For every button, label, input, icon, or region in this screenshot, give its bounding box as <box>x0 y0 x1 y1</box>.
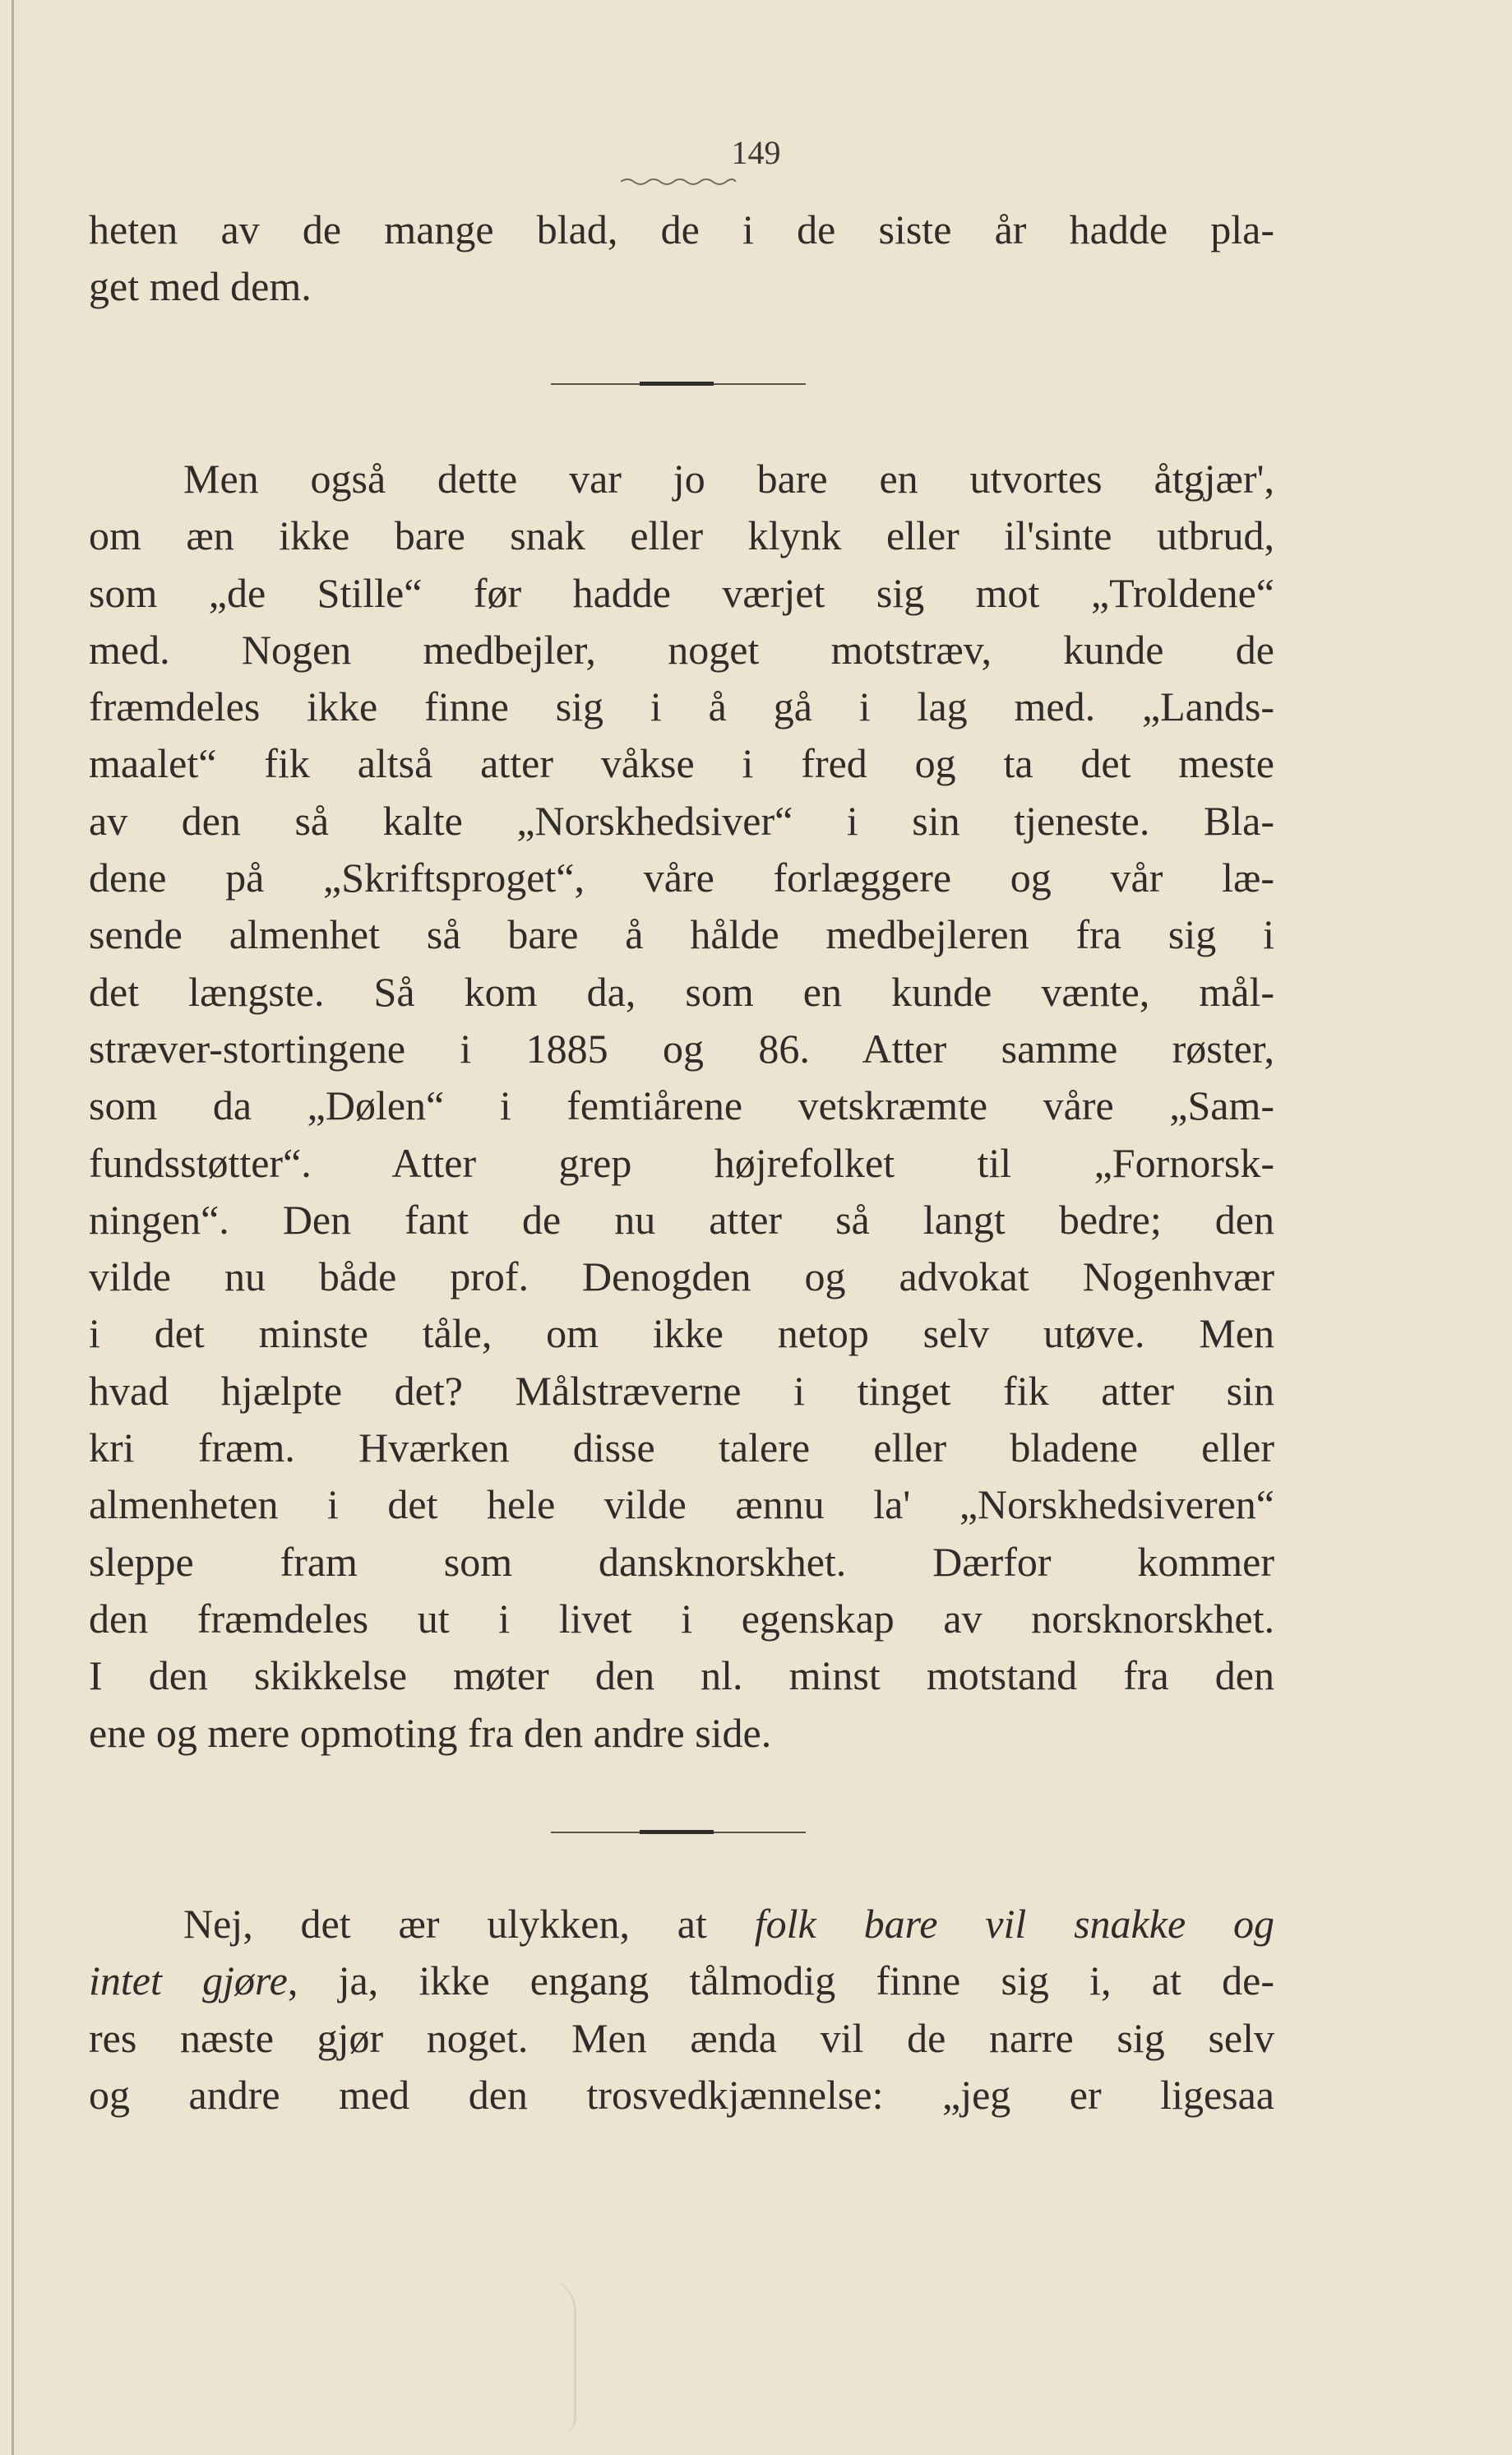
text-line: som „de Stille“ før hadde værjet sig mot „Troldene“ <box>89 569 1274 616</box>
text-line <box>89 1896 1274 1952</box>
section-divider-center <box>640 1830 714 1834</box>
text-line: den fræmdeles ut i livet i egenskap av norsknorskhet. <box>89 1595 1274 1642</box>
text-line: det længste. Så kom da, som en kunde vænte, mål- <box>89 968 1274 1015</box>
text-line: almenheten i det hele vilde ænnu la' „Norskhedsiveren“ <box>89 1481 1274 1528</box>
text-line: sleppe fram som dansknorskhet. Dærfor kommer <box>89 1538 1274 1585</box>
section-divider-center <box>640 382 714 386</box>
text-line: i det minste tåle, om ikke netop selv utøve. Men <box>89 1310 1274 1357</box>
text-line: med. Nogen medbejler, noget motstræv, kunde de <box>89 626 1274 673</box>
text-section-1 <box>89 201 1274 316</box>
text-line: sende almenhet så bare å hålde medbejleren fra sig i <box>89 911 1274 958</box>
text-line: ningen“. Den fant de nu atter så langt bedre; den <box>89 1196 1274 1243</box>
text-line: ene og mere opmoting fra den andre side. <box>89 1709 772 1756</box>
page-number: 149 <box>731 134 781 171</box>
page-edge <box>12 0 14 2455</box>
text-line: I den skikkelse møter den nl. minst motstand fra den <box>89 1652 1274 1699</box>
text-line: maalet“ fik altså atter våkse i fred og ta det meste <box>89 740 1274 787</box>
text-line <box>89 1952 1274 2009</box>
text-line: kri fræm. Hværken disse talere eller bladene eller <box>89 1424 1274 1471</box>
text-line: og andre med den trosvedkjænnelse: „jeg er ligesaa <box>89 2071 1274 2118</box>
text-line: stræver-stortingene i 1885 og 86. Atter samme røster, <box>89 1025 1274 1072</box>
text-line: res næste gjør noget. Men ænda vil de narre sig selv <box>89 2014 1274 2061</box>
text-run: Nej, det ær ulykken, at <box>183 1901 755 1947</box>
text-line: om æn ikke bare snak eller klynk eller il'sinte utbrud, <box>89 512 1274 559</box>
paper-crease-mark <box>508 2278 576 2434</box>
text-line: vilde nu både prof. Denogden og advokat Nogenhvær <box>89 1253 1274 1300</box>
text-run: , ja, ikke engang tålmodig finne sig i, at de- <box>287 1957 1274 2004</box>
text-line: fundsstøtter“. Atter grep højrefolket til „Fornorsk- <box>89 1139 1274 1186</box>
text-line: get med dem. <box>89 263 312 310</box>
text-line: Men også dette var jo bare en utvortes åtgjær', <box>183 456 1274 502</box>
text-line: fræmdeles ikke finne sig i å gå i lag med. „Lands- <box>89 683 1274 730</box>
italic-text: intet gjøre <box>89 1957 288 2004</box>
page-number-ornament <box>621 176 736 188</box>
text-line: av den så kalte „Norskhedsiver“ i sin tjeneste. Bla- <box>89 797 1274 844</box>
italic-text: folk bare vil snakke og <box>754 1901 1274 1947</box>
text-line: hvad hjælpte det? Målstræverne i tinget fik atter sin <box>89 1367 1274 1414</box>
text-line: som da „Dølen“ i femtiårene vetskræmte våre „Sam- <box>89 1082 1274 1129</box>
text-section-2 <box>89 451 1274 1762</box>
text-line: dene på „Skriftsproget“, våre forlæggere og vår læ- <box>89 855 1274 901</box>
text-section-3 <box>89 1896 1274 2124</box>
text-line: heten av de mange blad, de i de siste år hadde pla- <box>89 206 1274 252</box>
